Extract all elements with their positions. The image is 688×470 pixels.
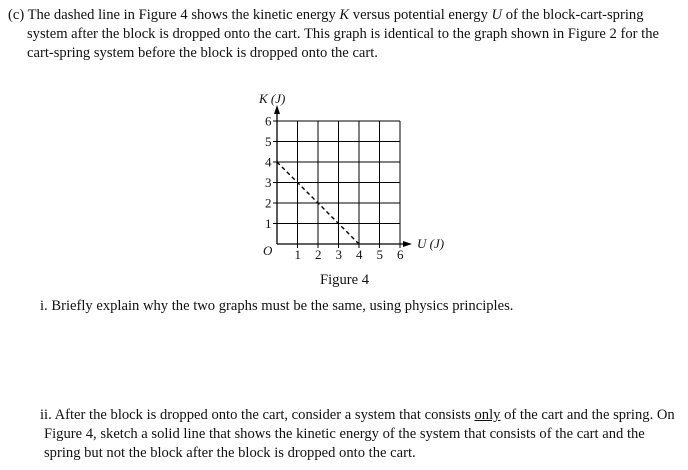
y-tick-label: 1 <box>265 216 272 231</box>
question-ii-line-1 <box>40 406 684 425</box>
part-c-text-1b: versus potential energy <box>349 7 492 23</box>
part-c-text-1a: (c) The dashed line in Figure 4 shows the kinetic energy <box>8 7 340 23</box>
y-axis-arrow-icon <box>274 105 280 114</box>
x-tick-label: 1 <box>294 247 301 262</box>
question-ii-text-1b: of the cart and the spring. On <box>500 407 675 423</box>
part-c-line-3: cart-spring system before the block is dropped onto the cart. <box>27 45 378 61</box>
x-tick-label: 2 <box>315 247 322 262</box>
x-tick-label: 6 <box>397 247 404 262</box>
y-axis-label: K (J) <box>259 91 286 106</box>
question-i: i. Briefly explain why the two graphs must be the same, using physics principles. <box>40 298 514 314</box>
question-ii-text-1a: ii. After the block is dropped onto the cart, consider a system that consists <box>40 407 475 423</box>
part-c-text-1c: of the block-cart-spring <box>502 7 644 23</box>
symbol-U: U <box>491 7 503 23</box>
axis-labels <box>258 91 444 258</box>
x-axis-label: U (J) <box>417 236 445 251</box>
figure-caption: Figure 4 <box>320 272 370 288</box>
origin-label: O <box>263 243 273 258</box>
y-tick-label: 5 <box>265 134 272 149</box>
x-axis-arrow-icon <box>403 241 412 247</box>
symbol-K: K <box>339 7 350 23</box>
question-ii-line-2: Figure 4, sketch a solid line that shows the kinetic energy of the system that consists of the cart and the <box>44 426 645 442</box>
grid <box>277 121 400 244</box>
x-tick-label: 4 <box>356 247 363 262</box>
underlined-only: only <box>474 407 501 423</box>
x-tick-label: 5 <box>376 247 383 262</box>
y-tick-label: 3 <box>265 175 272 190</box>
y-tick-label: 2 <box>265 195 272 211</box>
axes <box>274 105 412 247</box>
x-tick-label: 3 <box>335 247 342 262</box>
question-ii <box>40 406 684 463</box>
ticks <box>265 114 404 263</box>
question-ii-line-3: spring but not the block after the block is dropped onto the cart. <box>44 445 416 461</box>
y-tick-label: 6 <box>265 113 272 129</box>
part-c-line-2: system after the block is dropped onto the cart. This graph is identical to the graph shown in Figure 2 for the <box>27 26 659 42</box>
y-tick-label: 4 <box>265 154 272 170</box>
